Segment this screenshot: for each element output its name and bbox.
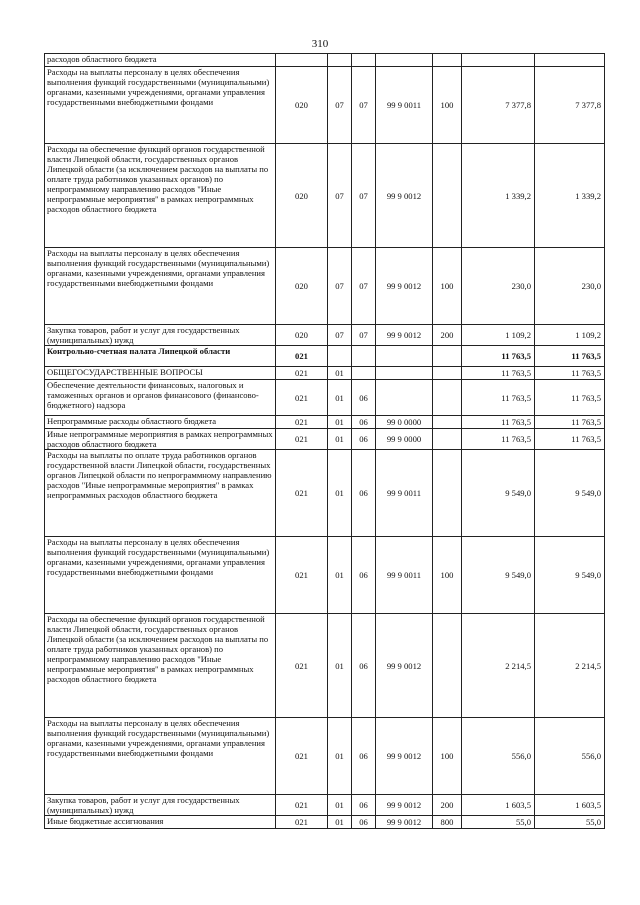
cell-amount-1: 1 109,2 bbox=[462, 325, 535, 346]
cell-target-article: 99 9 0012 bbox=[376, 795, 433, 816]
cell-expense-type bbox=[433, 346, 462, 367]
cell-target-article: 99 9 0012 bbox=[376, 325, 433, 346]
cell-ministry-code: 021 bbox=[276, 537, 328, 614]
cell-amount-1 bbox=[462, 54, 535, 67]
cell-subsection: 07 bbox=[352, 144, 376, 248]
table-row bbox=[45, 537, 605, 614]
cell-target-article: 99 9 0012 bbox=[376, 718, 433, 795]
cell-ministry-code: 021 bbox=[276, 450, 328, 537]
cell-amount-2: 2 214,5 bbox=[535, 614, 605, 718]
cell-target-article: 99 9 0011 bbox=[376, 67, 433, 144]
table-row bbox=[45, 346, 605, 367]
cell-subsection: 06 bbox=[352, 718, 376, 795]
cell-section: 01 bbox=[328, 795, 352, 816]
cell-amount-2: 1 109,2 bbox=[535, 325, 605, 346]
table-row bbox=[45, 380, 605, 416]
cell-expense-type bbox=[433, 54, 462, 67]
table-row bbox=[45, 416, 605, 429]
cell-ministry-code: 021 bbox=[276, 718, 328, 795]
budget-table-body bbox=[45, 54, 605, 829]
cell-ministry-code: 020 bbox=[276, 144, 328, 248]
cell-ministry-code: 021 bbox=[276, 416, 328, 429]
cell-name: Расходы на выплаты персоналу в целях обеспечения выполнения функций государственными (муниципальными) органами, казенными учреждениями, органами управления государственными внебюджетными фондами bbox=[45, 67, 276, 144]
cell-target-article bbox=[376, 380, 433, 416]
cell-expense-type: 100 bbox=[433, 718, 462, 795]
cell-target-article: 99 9 0000 bbox=[376, 429, 433, 450]
cell-name: Расходы на обеспечение функций органов государственной власти Липецкой области, государственных органов Липецкой области (за исключением расходов на выплаты по оплате труда работников указанных органов) по непрограммному направлению расходов "Иные непрограммные мероприятия" в рамках непрограммных расходов областного бюджета bbox=[45, 144, 276, 248]
cell-ministry-code: 021 bbox=[276, 795, 328, 816]
cell-ministry-code: 021 bbox=[276, 816, 328, 829]
table-row bbox=[45, 816, 605, 829]
cell-name: Расходы на выплаты персоналу в целях обеспечения выполнения функций государственными (муниципальными) органами, казенными учреждениями, органами управления государственными внебюджетными фондами bbox=[45, 718, 276, 795]
cell-name: Контрольно-счетная палата Липецкой области bbox=[45, 346, 276, 367]
cell-amount-2: 11 763,5 bbox=[535, 380, 605, 416]
cell-expense-type bbox=[433, 380, 462, 416]
cell-subsection: 06 bbox=[352, 614, 376, 718]
cell-target-article: 99 0 0000 bbox=[376, 416, 433, 429]
cell-amount-1: 230,0 bbox=[462, 248, 535, 325]
cell-amount-2: 1 339,2 bbox=[535, 144, 605, 248]
cell-amount-2: 11 763,5 bbox=[535, 346, 605, 367]
cell-section: 01 bbox=[328, 367, 352, 380]
cell-amount-2: 556,0 bbox=[535, 718, 605, 795]
cell-subsection bbox=[352, 54, 376, 67]
cell-ministry-code: 021 bbox=[276, 429, 328, 450]
cell-expense-type: 100 bbox=[433, 537, 462, 614]
cell-section: 01 bbox=[328, 429, 352, 450]
cell-amount-2: 11 763,5 bbox=[535, 367, 605, 380]
cell-expense-type bbox=[433, 614, 462, 718]
cell-section: 01 bbox=[328, 614, 352, 718]
cell-name: Иные бюджетные ассигнования bbox=[45, 816, 276, 829]
cell-subsection: 06 bbox=[352, 416, 376, 429]
cell-subsection: 07 bbox=[352, 325, 376, 346]
cell-section: 01 bbox=[328, 816, 352, 829]
cell-amount-1: 9 549,0 bbox=[462, 450, 535, 537]
cell-amount-2: 11 763,5 bbox=[535, 416, 605, 429]
cell-name: расходов областного бюджета bbox=[45, 54, 276, 67]
cell-expense-type: 800 bbox=[433, 816, 462, 829]
cell-ministry-code: 020 bbox=[276, 248, 328, 325]
table-row bbox=[45, 248, 605, 325]
cell-target-article bbox=[376, 54, 433, 67]
cell-ministry-code: 021 bbox=[276, 346, 328, 367]
cell-target-article bbox=[376, 367, 433, 380]
cell-ministry-code: 021 bbox=[276, 367, 328, 380]
cell-subsection: 06 bbox=[352, 380, 376, 416]
cell-amount-1: 2 214,5 bbox=[462, 614, 535, 718]
cell-section: 07 bbox=[328, 325, 352, 346]
cell-target-article: 99 9 0012 bbox=[376, 248, 433, 325]
cell-section: 01 bbox=[328, 416, 352, 429]
budget-table bbox=[44, 53, 605, 829]
table-row bbox=[45, 144, 605, 248]
table-row bbox=[45, 718, 605, 795]
cell-subsection bbox=[352, 346, 376, 367]
cell-amount-1: 11 763,5 bbox=[462, 429, 535, 450]
cell-ministry-code: 020 bbox=[276, 67, 328, 144]
cell-expense-type bbox=[433, 429, 462, 450]
cell-target-article: 99 9 0012 bbox=[376, 614, 433, 718]
cell-name: Расходы на выплаты персоналу в целях обеспечения выполнения функций государственными (муниципальными) органами, казенными учреждениями, органами управления государственными внебюджетными фондами bbox=[45, 537, 276, 614]
cell-amount-1: 1 339,2 bbox=[462, 144, 535, 248]
cell-expense-type: 200 bbox=[433, 795, 462, 816]
cell-ministry-code: 021 bbox=[276, 380, 328, 416]
cell-amount-1: 9 549,0 bbox=[462, 537, 535, 614]
table-row bbox=[45, 429, 605, 450]
cell-expense-type: 100 bbox=[433, 248, 462, 325]
cell-amount-1: 11 763,5 bbox=[462, 380, 535, 416]
cell-amount-1: 556,0 bbox=[462, 718, 535, 795]
cell-amount-2 bbox=[535, 54, 605, 67]
cell-expense-type: 100 bbox=[433, 67, 462, 144]
cell-expense-type bbox=[433, 416, 462, 429]
cell-target-article: 99 9 0012 bbox=[376, 816, 433, 829]
cell-section: 01 bbox=[328, 537, 352, 614]
cell-amount-2: 55,0 bbox=[535, 816, 605, 829]
cell-name: ОБЩЕГОСУДАРСТВЕННЫЕ ВОПРОСЫ bbox=[45, 367, 276, 380]
cell-amount-1: 11 763,5 bbox=[462, 367, 535, 380]
cell-subsection: 06 bbox=[352, 816, 376, 829]
cell-amount-2: 1 603,5 bbox=[535, 795, 605, 816]
cell-amount-2: 9 549,0 bbox=[535, 450, 605, 537]
cell-name: Иные непрограммные мероприятия в рамках непрограммных расходов областного бюджета bbox=[45, 429, 276, 450]
cell-amount-1: 11 763,5 bbox=[462, 416, 535, 429]
cell-amount-2: 7 377,8 bbox=[535, 67, 605, 144]
table-row bbox=[45, 325, 605, 346]
cell-section bbox=[328, 54, 352, 67]
cell-name: Закупка товаров, работ и услуг для государственных (муниципальных) нужд bbox=[45, 795, 276, 816]
cell-name: Непрограммные расходы областного бюджета bbox=[45, 416, 276, 429]
cell-subsection: 07 bbox=[352, 248, 376, 325]
cell-expense-type bbox=[433, 144, 462, 248]
cell-expense-type bbox=[433, 367, 462, 380]
cell-section: 07 bbox=[328, 248, 352, 325]
cell-section: 07 bbox=[328, 144, 352, 248]
cell-name: Расходы на выплаты по оплате труда работников органов государственной власти Липецкой области, государственных органов Липецкой области по непрограммному направлению расходов "Иные непрограммные мероприятия" в рамках непрограммных расходов областного бюджета bbox=[45, 450, 276, 537]
cell-name: Обеспечение деятельности финансовых, налоговых и таможенных органов и органов финансового (финансово-бюджетного) надзора bbox=[45, 380, 276, 416]
cell-subsection: 06 bbox=[352, 429, 376, 450]
cell-target-article: 99 9 0012 bbox=[376, 144, 433, 248]
cell-ministry-code: 020 bbox=[276, 325, 328, 346]
cell-target-article: 99 9 0011 bbox=[376, 450, 433, 537]
cell-amount-1: 11 763,5 bbox=[462, 346, 535, 367]
cell-amount-2: 11 763,5 bbox=[535, 429, 605, 450]
cell-section: 01 bbox=[328, 718, 352, 795]
table-row bbox=[45, 54, 605, 67]
cell-subsection: 06 bbox=[352, 795, 376, 816]
cell-expense-type bbox=[433, 450, 462, 537]
table-row bbox=[45, 450, 605, 537]
cell-section: 01 bbox=[328, 450, 352, 537]
cell-amount-2: 9 549,0 bbox=[535, 537, 605, 614]
cell-target-article: 99 9 0011 bbox=[376, 537, 433, 614]
cell-target-article bbox=[376, 346, 433, 367]
cell-expense-type: 200 bbox=[433, 325, 462, 346]
cell-amount-1: 1 603,5 bbox=[462, 795, 535, 816]
cell-subsection: 06 bbox=[352, 450, 376, 537]
cell-ministry-code: 021 bbox=[276, 614, 328, 718]
cell-section: 07 bbox=[328, 67, 352, 144]
cell-ministry-code bbox=[276, 54, 328, 67]
cell-subsection bbox=[352, 367, 376, 380]
cell-subsection: 06 bbox=[352, 537, 376, 614]
table-row bbox=[45, 367, 605, 380]
page-number: 310 bbox=[311, 38, 329, 50]
table-row bbox=[45, 614, 605, 718]
table-row bbox=[45, 67, 605, 144]
cell-name: Расходы на обеспечение функций органов государственной власти Липецкой области, государственных органов Липецкой области (за исключением расходов на выплаты по оплате труда работников указанных органов) по непрограммному направлению расходов "Иные непрограммные мероприятия" в рамках непрограммных расходов областного бюджета bbox=[45, 614, 276, 718]
cell-section bbox=[328, 346, 352, 367]
cell-section: 01 bbox=[328, 380, 352, 416]
cell-amount-2: 230,0 bbox=[535, 248, 605, 325]
cell-subsection: 07 bbox=[352, 67, 376, 144]
cell-amount-1: 7 377,8 bbox=[462, 67, 535, 144]
table-row bbox=[45, 795, 605, 816]
cell-name: Закупка товаров, работ и услуг для государственных (муниципальных) нужд bbox=[45, 325, 276, 346]
cell-name: Расходы на выплаты персоналу в целях обеспечения выполнения функций государственными (муниципальными) органами, казенными учреждениями, органами управления государственными внебюджетными фондами bbox=[45, 248, 276, 325]
cell-amount-1: 55,0 bbox=[462, 816, 535, 829]
